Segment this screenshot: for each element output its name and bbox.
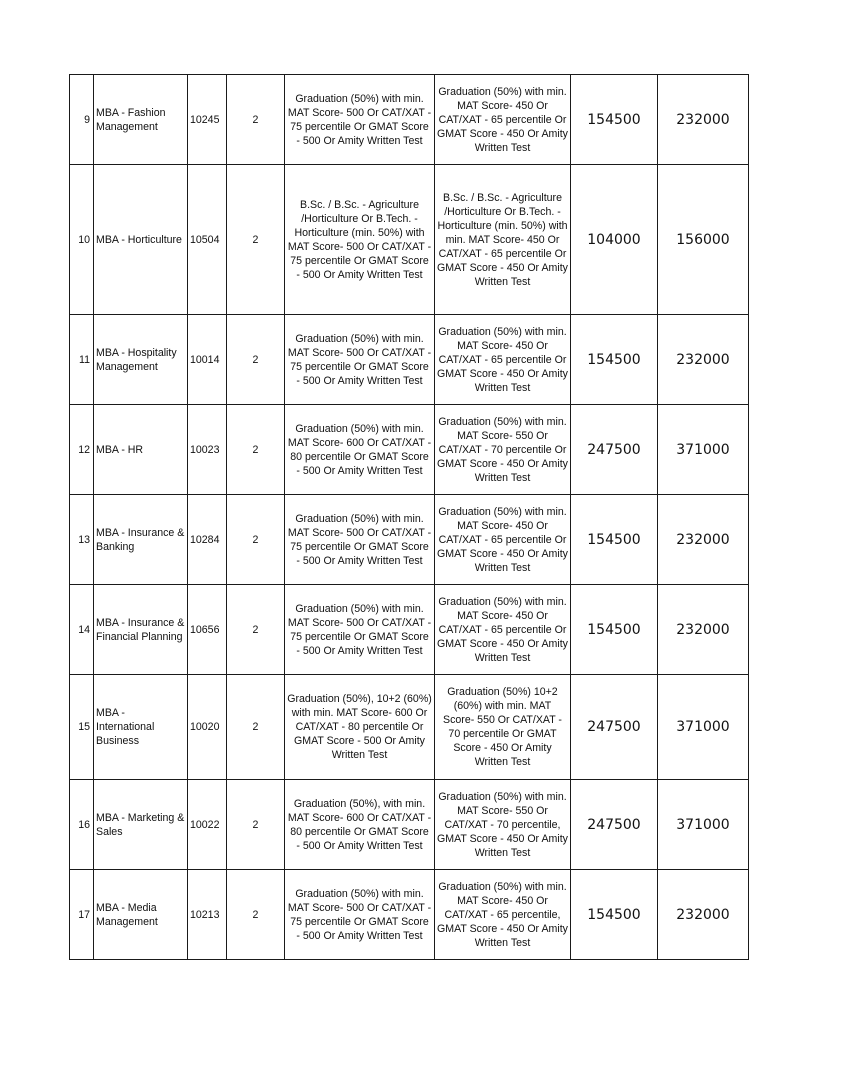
fee-cell: 247500 [571,675,658,780]
fee-cell: 232000 [658,870,749,960]
table-row [70,585,749,675]
serial-number-cell: 16 [70,780,94,870]
serial-number-cell: 15 [70,675,94,780]
programme-name-cell: MBA - Fashion Management [94,75,188,165]
eligibility-cell: Graduation (50%) with min. MAT Score- 500 Or CAT/XAT - 75 percentile Or GMAT Score - 500 Or Amity Written Test [285,315,435,405]
table-row [70,405,749,495]
programme-code-cell: 10014 [188,315,227,405]
programme-code-cell: 10656 [188,585,227,675]
programme-code-cell: 10504 [188,165,227,315]
table-row [70,165,749,315]
fee-cell: 154500 [571,585,658,675]
eligibility-cell: Graduation (50%) with min. MAT Score- 500 Or CAT/XAT - 75 percentile Or GMAT Score - 500 Or Amity Written Test [285,495,435,585]
eligibility-cell: Graduation (50%) with min. MAT Score- 450 Or CAT/XAT - 65 percentile, GMAT Score - 450 Or Amity Written Test [435,870,571,960]
duration-cell: 2 [227,585,285,675]
fee-cell: 154500 [571,315,658,405]
eligibility-cell: Graduation (50%) with min. MAT Score- 550 Or CAT/XAT - 70 percentile, GMAT Score - 450 Or Amity Written Test [435,780,571,870]
fee-cell: 232000 [658,585,749,675]
serial-number-cell: 9 [70,75,94,165]
duration-cell: 2 [227,315,285,405]
fee-cell: 247500 [571,405,658,495]
table-row [70,495,749,585]
duration-cell: 2 [227,495,285,585]
programme-name-cell: MBA - Hospitality Management [94,315,188,405]
programme-name-cell: MBA - International Business [94,675,188,780]
programme-name-cell: MBA - Media Management [94,870,188,960]
eligibility-cell: Graduation (50%), 10+2 (60%) with min. MAT Score- 600 Or CAT/XAT - 80 percentile Or GMAT Score - 500 Or Amity Written Test [285,675,435,780]
duration-cell: 2 [227,405,285,495]
serial-number-cell: 13 [70,495,94,585]
table-row [70,870,749,960]
programme-code-cell: 10213 [188,870,227,960]
serial-number-cell: 11 [70,315,94,405]
fee-cell: 371000 [658,780,749,870]
eligibility-cell: Graduation (50%) with min. MAT Score- 450 Or CAT/XAT - 65 percentile Or GMAT Score - 450 Or Amity Written Test [435,495,571,585]
fee-cell: 371000 [658,405,749,495]
duration-cell: 2 [227,165,285,315]
programme-name-cell: MBA - Marketing & Sales [94,780,188,870]
serial-number-cell: 17 [70,870,94,960]
eligibility-cell: Graduation (50%) with min. MAT Score- 500 Or CAT/XAT - 75 percentile Or GMAT Score - 500 Or Amity Written Test [285,870,435,960]
fee-cell: 371000 [658,675,749,780]
eligibility-cell: Graduation (50%) with min. MAT Score- 500 Or CAT/XAT - 75 percentile Or GMAT Score - 500 Or Amity Written Test [285,585,435,675]
programme-name-cell: MBA - Insurance & Banking [94,495,188,585]
eligibility-cell: B.Sc. / B.Sc. - Agriculture /Horticulture Or B.Tech. - Horticulture (min. 50%) with MAT Score- 500 Or CAT/XAT - 75 percentile Or GMAT Score - 500 Or Amity Written Test [285,165,435,315]
eligibility-cell: Graduation (50%) with min. MAT Score- 600 Or CAT/XAT - 80 percentile Or GMAT Score - 500 Or Amity Written Test [285,405,435,495]
eligibility-cell: Graduation (50%) 10+2 (60%) with min. MAT Score- 550 Or CAT/XAT - 70 percentile Or GMAT Score - 450 Or Amity Written Test [435,675,571,780]
eligibility-cell: Graduation (50%) with min. MAT Score- 450 Or CAT/XAT - 65 percentile Or GMAT Score - 450 Or Amity Written Test [435,315,571,405]
programme-code-cell: 10245 [188,75,227,165]
serial-number-cell: 14 [70,585,94,675]
table-row [70,75,749,165]
serial-number-cell: 12 [70,405,94,495]
table-row [70,780,749,870]
fee-cell: 154500 [571,495,658,585]
programme-name-cell: MBA - Horticulture [94,165,188,315]
programme-code-cell: 10023 [188,405,227,495]
eligibility-cell: Graduation (50%) with min. MAT Score- 450 Or CAT/XAT - 65 percentile Or GMAT Score - 450 Or Amity Written Test [435,75,571,165]
programme-code-cell: 10284 [188,495,227,585]
fee-cell: 156000 [658,165,749,315]
fee-cell: 154500 [571,870,658,960]
duration-cell: 2 [227,75,285,165]
serial-number-cell: 10 [70,165,94,315]
duration-cell: 2 [227,870,285,960]
fee-cell: 247500 [571,780,658,870]
eligibility-cell: B.Sc. / B.Sc. - Agriculture /Horticulture Or B.Tech. - Horticulture (min. 50%) with min. MAT Score- 450 Or CAT/XAT - 65 percentile Or GMAT Score - 450 Or Amity Written Test [435,165,571,315]
fee-cell: 154500 [571,75,658,165]
programme-fee-table [69,74,749,960]
eligibility-cell: Graduation (50%) with min. MAT Score- 500 Or CAT/XAT - 75 percentile Or GMAT Score - 500 Or Amity Written Test [285,75,435,165]
programme-name-cell: MBA - HR [94,405,188,495]
duration-cell: 2 [227,780,285,870]
fee-cell: 232000 [658,495,749,585]
programme-code-cell: 10020 [188,675,227,780]
programme-name-cell: MBA - Insurance & Financial Planning [94,585,188,675]
duration-cell: 2 [227,675,285,780]
table-row [70,675,749,780]
eligibility-cell: Graduation (50%) with min. MAT Score- 550 Or CAT/XAT - 70 percentile Or GMAT Score - 450 Or Amity Written Test [435,405,571,495]
eligibility-cell: Graduation (50%) with min. MAT Score- 450 Or CAT/XAT - 65 percentile Or GMAT Score - 450 Or Amity Written Test [435,585,571,675]
fee-cell: 232000 [658,315,749,405]
programme-code-cell: 10022 [188,780,227,870]
eligibility-cell: Graduation (50%), with min. MAT Score- 600 Or CAT/XAT - 80 percentile Or GMAT Score - 500 Or Amity Written Test [285,780,435,870]
table-row [70,315,749,405]
fee-cell: 104000 [571,165,658,315]
fee-cell: 232000 [658,75,749,165]
